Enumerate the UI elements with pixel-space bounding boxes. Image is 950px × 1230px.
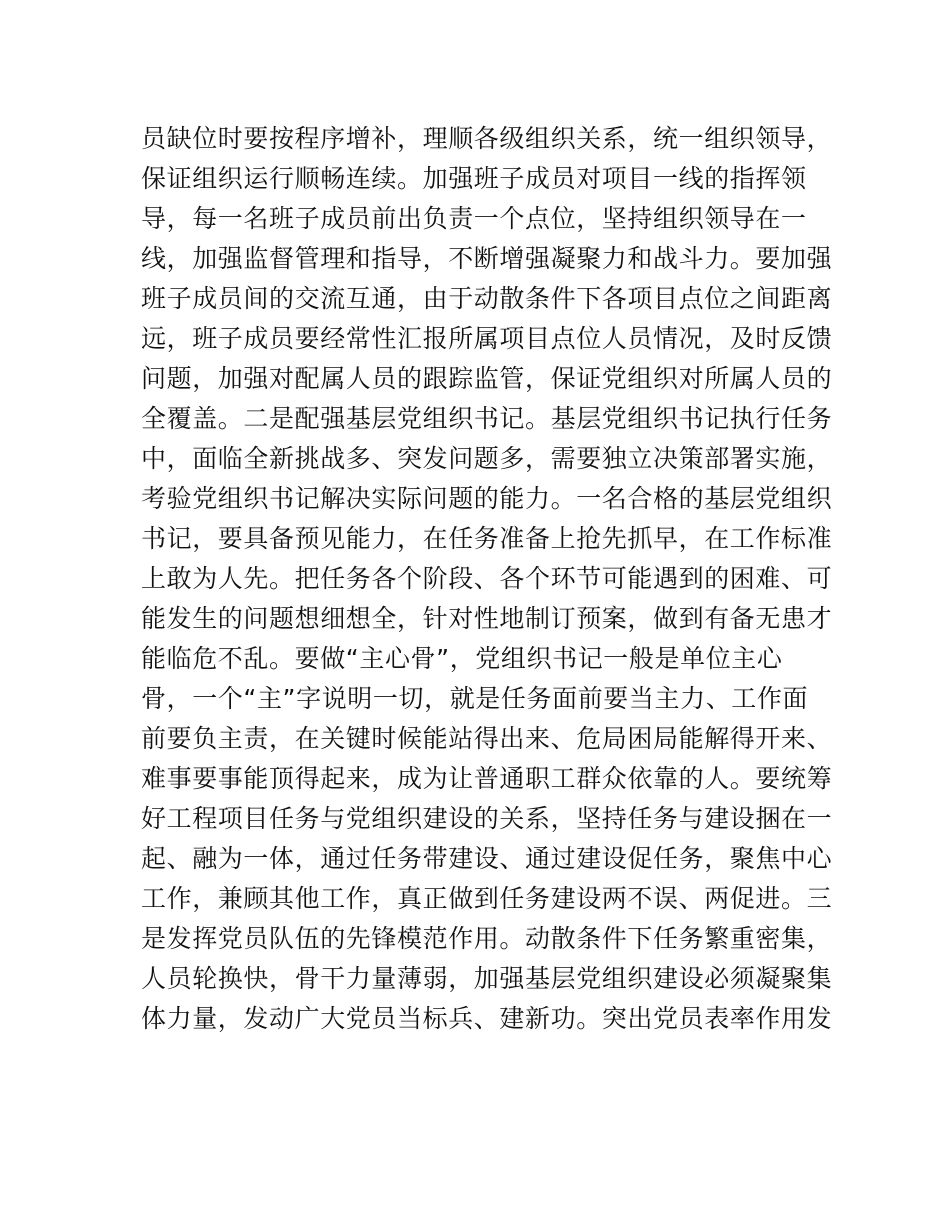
text-line: 能临危不乱。要做“主心骨”，党组织书记一般是单位主心 <box>141 644 783 673</box>
body-paragraph <box>141 119 833 1039</box>
text-line: 起、融为一体，通过任务带建设、通过建设促任务，聚焦中心 <box>141 844 833 873</box>
text-line: 全覆盖。二是配强基层党组织书记。基层党组织书记执行任务 <box>141 404 833 433</box>
text-line: 体力量，发动广大党员当标兵、建新功。突出党员表率作用发 <box>141 1004 833 1033</box>
text-line: 中，面临全新挑战多、突发问题多，需要独立决策部署实施， <box>141 444 833 473</box>
text-line: 考验党组织书记解决实际问题的能力。一名合格的基层党组织 <box>141 484 833 513</box>
text-line: 骨，一个“主”字说明一切，就是任务面前要当主力、工作面 <box>141 684 809 713</box>
text-line: 保证组织运行顺畅连续。加强班子成员对项目一线的指挥领 <box>141 164 807 193</box>
text-line: 前要负主责，在关键时候能站得出来、危局困局能解得开来、 <box>141 724 833 753</box>
text-line: 好工程项目任务与党组织建设的关系，坚持任务与建设捆在一 <box>141 804 833 833</box>
text-line: 员缺位时要按程序增补，理顺各级组织关系，统一组织领导， <box>141 124 833 153</box>
text-line: 是发挥党员队伍的先锋模范作用。动散条件下任务繁重密集， <box>141 924 833 953</box>
text-line: 工作，兼顾其他工作，真正做到任务建设两不误、两促进。三 <box>141 884 833 913</box>
text-line: 远，班子成员要经常性汇报所属项目点位人员情况，及时反馈 <box>141 324 833 353</box>
text-line: 问题，加强对配属人员的跟踪监管，保证党组织对所属人员的 <box>141 364 833 393</box>
text-line: 上敢为人先。把任务各个阶段、各个环节可能遇到的困难、可 <box>141 564 833 593</box>
text-line: 能发生的问题想细想全，针对性地制订预案，做到有备无患才 <box>141 604 833 633</box>
text-line: 班子成员间的交流互通，由于动散条件下各项目点位之间距离 <box>141 284 833 313</box>
text-line: 线，加强监督管理和指导，不断增强凝聚力和战斗力。要加强 <box>141 244 833 273</box>
text-line: 书记，要具备预见能力，在任务准备上抢先抓早，在工作标准 <box>141 524 833 553</box>
text-line: 难事要事能顶得起来，成为让普通职工群众依靠的人。要统筹 <box>141 764 833 793</box>
text-line: 人员轮换快，骨干力量薄弱，加强基层党组织建设必须凝聚集 <box>141 964 833 993</box>
text-line: 导，每一名班子成员前出负责一个点位，坚持组织领导在一 <box>141 204 807 233</box>
